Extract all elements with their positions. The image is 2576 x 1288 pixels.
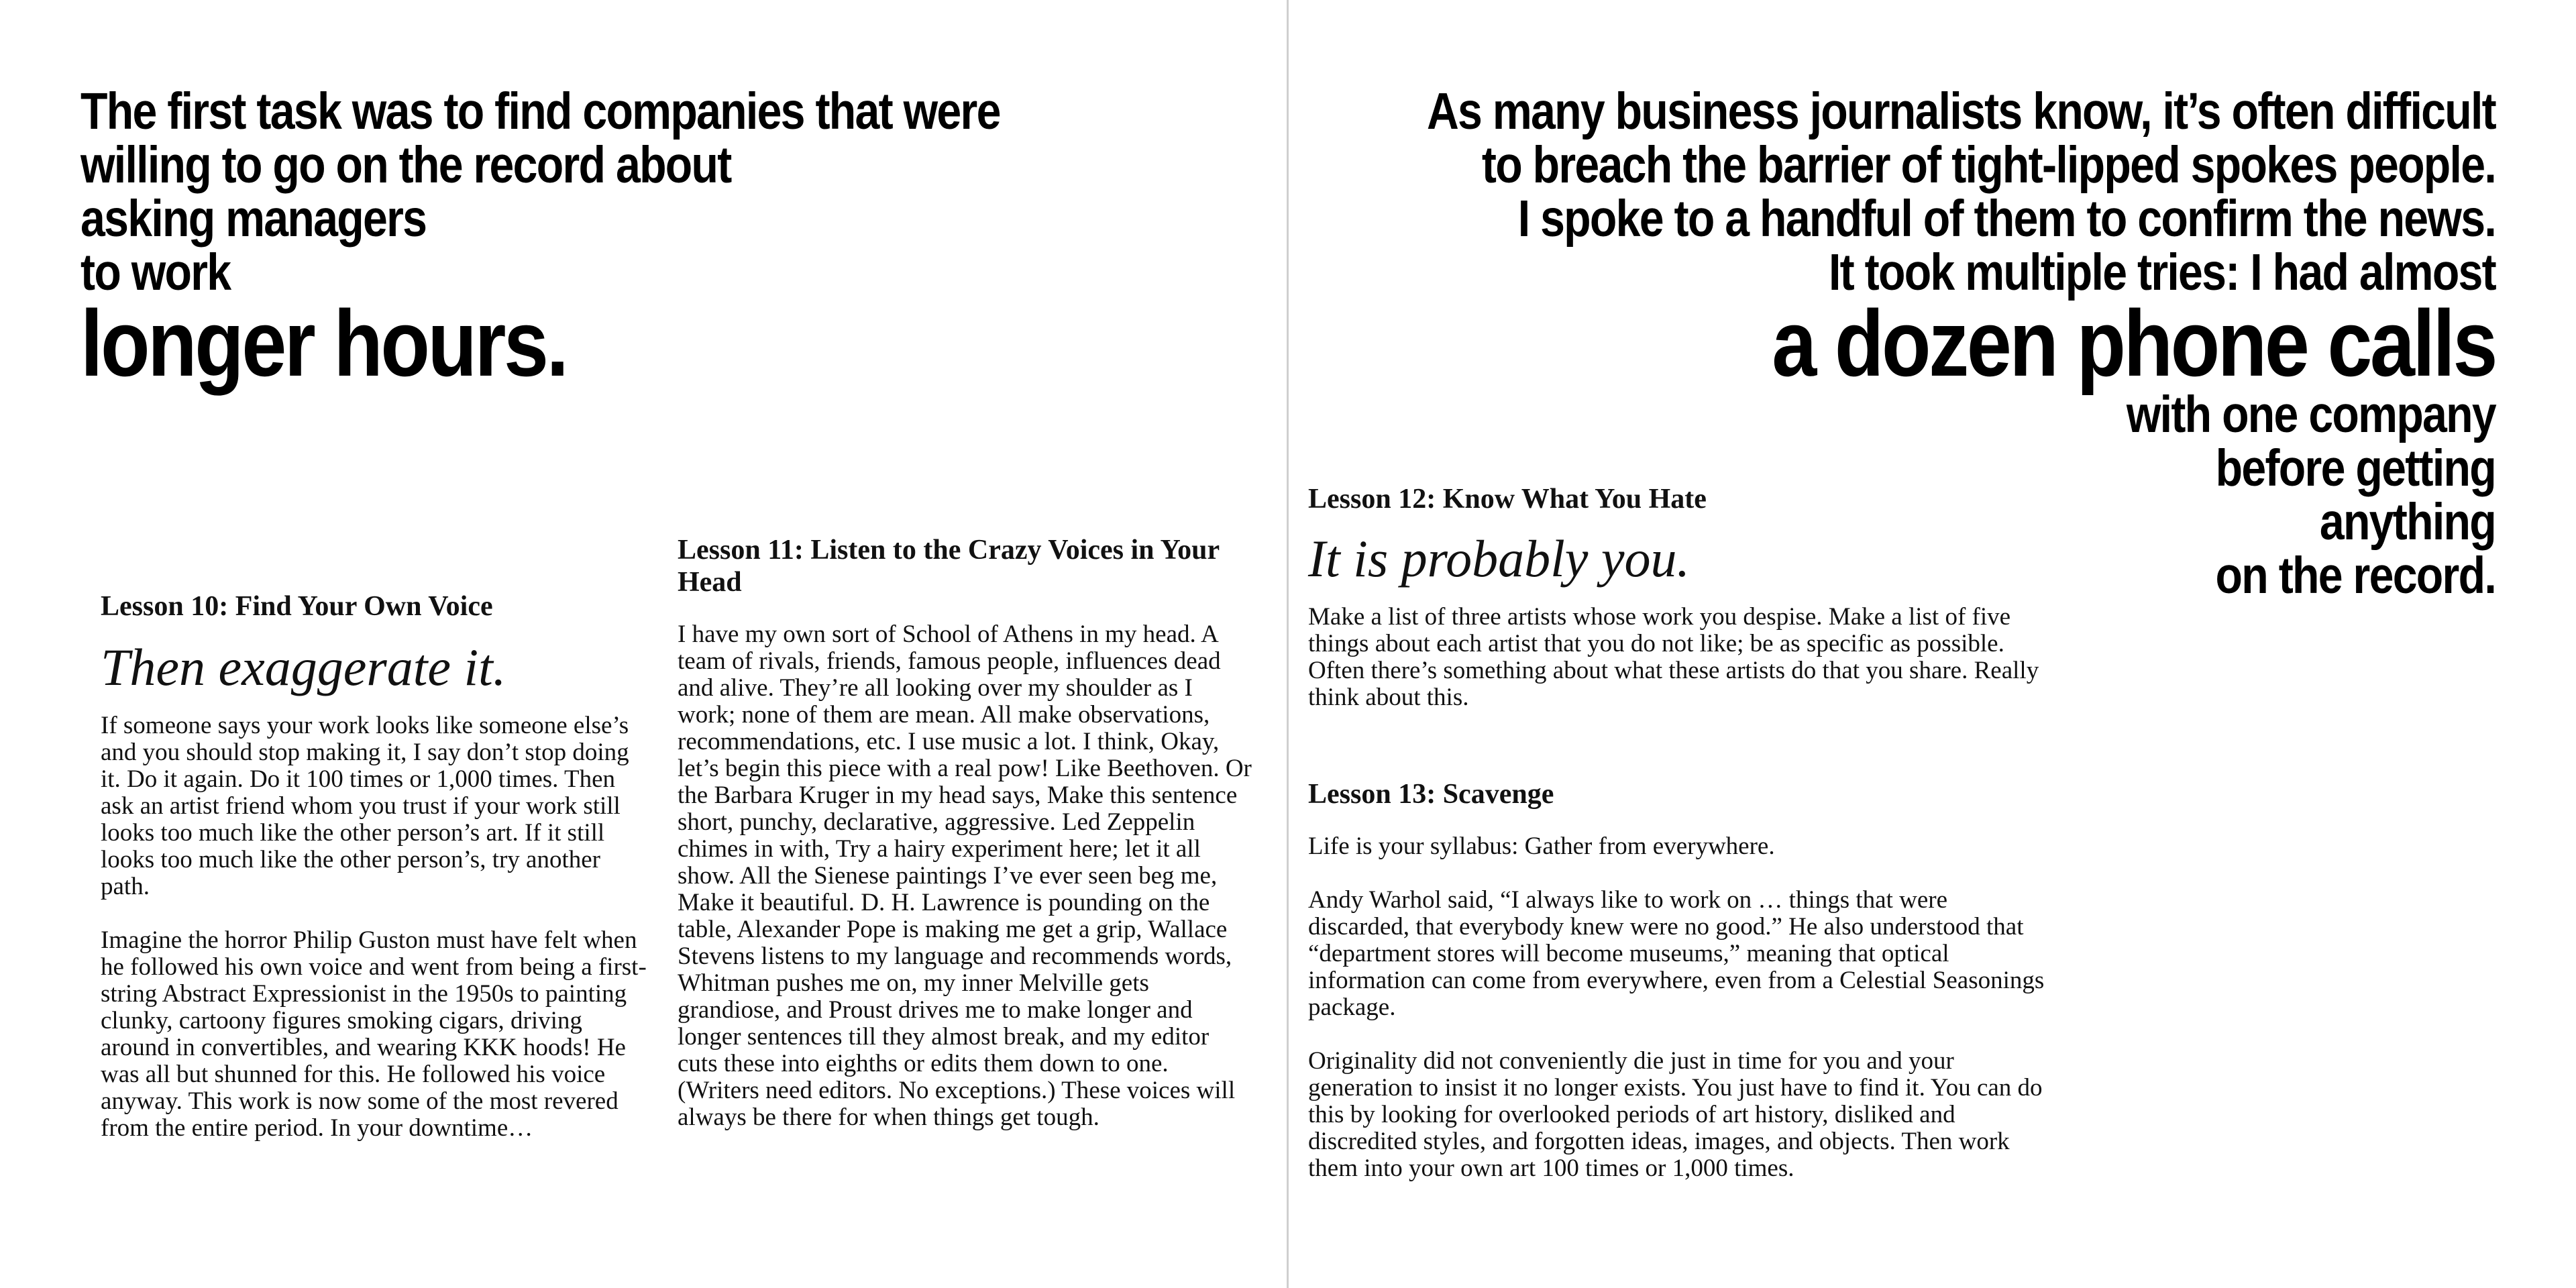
right-display-line-6: before getting [2215, 439, 2496, 497]
lesson-11 [678, 534, 1254, 1131]
lesson-13-title: Lesson 13: Scavenge [1308, 779, 1554, 810]
lesson-13-paragraph-2: Andy Warhol said, “I always like to work on … things that were discarded, that everybody knew were no good.” He also understood that “department stores will become museums,” meaning that optical information can come from everywhere, even from a Celestial Seasonings package. [1308, 886, 2045, 1021]
right-display-line-7: anything [2319, 493, 2496, 551]
lesson-10-paragraph-2: Imagine the horror Philip Guston must have felt when he followed his own voice and went from being a first-string Abstract Expressionist in the 1950s to painting clunky, cartoony figures smoking cigars, driving around in convertibles, and wearing KKK hoods! He was all but shunned for this. He followed his voice anyway. This work is now some of the most revered from the entire period. In your downtime… [101, 926, 647, 1142]
left-display-quote [80, 83, 1234, 396]
right-display-line-4: It took multiple tries: I had almost [1828, 244, 2496, 301]
left-display-line-1: The first task was to find companies that were [80, 83, 1000, 140]
lesson-11-title: Lesson 11: Listen to the Crazy Voices in Your Head [678, 535, 1220, 598]
right-display-line-3: I spoke to a handful of them to confirm the news. [1517, 190, 2496, 248]
left-display-line-3: asking managers [80, 190, 427, 248]
right-display-big-line: a dozen phone calls [1772, 290, 2496, 396]
lesson-12 [1308, 483, 2046, 711]
lesson-13 [1308, 778, 2046, 1182]
lesson-12-paragraph-1: Make a list of three artists whose work you despise. Make a list of five things about each artist that you do not like; be as specific as possible. Often there’s something about what these artists do that you share. Really think about this. [1308, 603, 2039, 711]
right-display-line-2: to breach the barrier of tight-lipped spokes people. [1481, 136, 2496, 194]
right-display-line-1: As many business journalists know, it’s often difficult [1426, 83, 2496, 140]
lesson-12-title: Lesson 12: Know What You Hate [1308, 484, 1707, 515]
left-display-line-2: willing to go on the record about [80, 136, 731, 194]
lesson-10-paragraph-1: If someone says your work looks like someone else’s and you should stop making it, I say don’t stop doing it. Do it again. Do it 100 times or 1,000 times. Then ask an artist friend whom you trust if your work still looks too much like the other person’s art. If it still looks too much like the other person’s, try another path. [101, 712, 629, 900]
left-display-line-4: to work [80, 244, 231, 301]
lesson-10 [101, 590, 651, 1142]
left-display-big-line: longer hours. [80, 290, 567, 396]
lesson-13-paragraph-1: Life is your syllabus: Gather from everywhere. [1308, 833, 1775, 860]
right-display-line-8: on the record. [2215, 547, 2496, 604]
lesson-10-subtitle: Then exaggerate it. [101, 638, 506, 696]
lesson-12-subtitle: It is probably you. [1308, 529, 1690, 588]
lesson-13-paragraph-3: Originality did not conveniently die just in time for you and your generation to insist it no longer exists. You just have to find it. You can do this by looking for overlooked periods of art history, disliked and discredited styles, and forgotten ideas, images, and objects. Then work them into your own art 100 times or 1,000 times. [1308, 1047, 2043, 1182]
lesson-11-paragraph-1: I have my own sort of School of Athens in my head. A team of rivals, friends, famous people, influences dead and alive. They’re all looking over my shoulder as I work; none of them are mean. All make observations, recommendations, etc. I use music a lot. I think, Okay, let’s begin this piece with a real pow! Like Beethoven. Or the Barbara Kruger in my head says, Make this sentence short, punchy, declarative, aggressive. Led Zeppelin chimes in with, Try a hairy experiment here; let it all show. All the Sienese paintings I’ve ever seen beg me, Make it beautiful. D. H. Lawrence is pounding on the table, Alexander Pope is making me get a grip, Wallace Stevens listens to my language and recommends words, Whitman pushes me on, my inner Melville gets grandiose, and Proust drives me to make longer and longer sentences till they almost break, and my editor cuts these into eighths or edits them down to one. (Writers need editors. No exceptions.) These voices will always be there for when things get tough. [678, 621, 1252, 1131]
right-display-line-5: with one company [2126, 386, 2496, 443]
lesson-10-title: Lesson 10: Find Your Own Voice [101, 591, 493, 622]
